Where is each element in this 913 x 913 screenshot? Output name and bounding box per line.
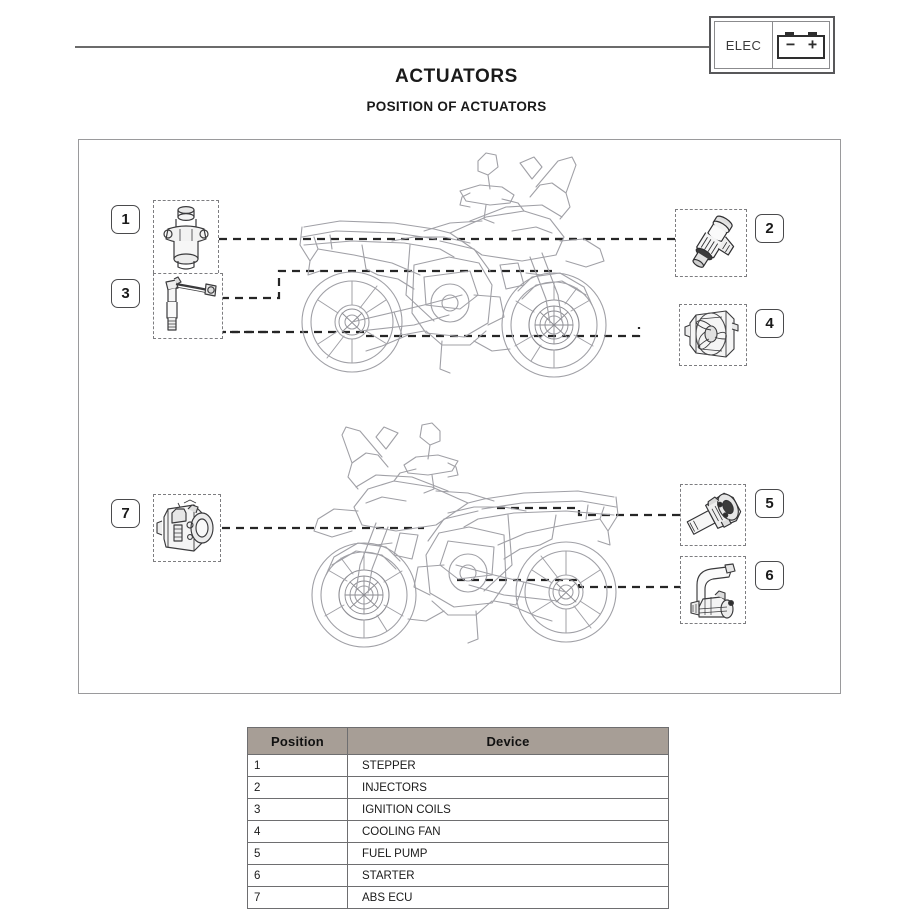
motorcycle-lower-view — [284, 415, 644, 665]
battery-icon — [773, 22, 829, 68]
actuator-device-table — [247, 727, 669, 909]
cell-position: 2 — [248, 777, 348, 799]
cell-position: 3 — [248, 799, 348, 821]
part-thumbnail-starter — [680, 556, 746, 624]
column-header-device: Device — [348, 728, 669, 755]
table-row — [248, 843, 669, 865]
cell-position: 6 — [248, 865, 348, 887]
part-thumbnail-ignition-coils — [153, 273, 223, 339]
table-row — [248, 821, 669, 843]
table-row — [248, 777, 669, 799]
table-row — [248, 887, 669, 909]
part-thumbnail-cooling-fan — [679, 304, 747, 366]
callout-badge-3: 3 — [111, 279, 140, 308]
cell-device: INJECTORS — [348, 777, 669, 799]
page-subtitle: POSITION OF ACTUATORS — [366, 99, 547, 114]
callout-badge-6: 6 — [755, 561, 784, 590]
table-row — [248, 865, 669, 887]
part-thumbnail-injectors — [675, 209, 747, 277]
cell-position: 5 — [248, 843, 348, 865]
callout-badge-4: 4 — [755, 309, 784, 338]
part-thumbnail-abs-ecu — [153, 494, 221, 562]
motorcycle-upper-view — [274, 145, 634, 395]
cell-device: STEPPER — [348, 755, 669, 777]
table-row — [248, 799, 669, 821]
cell-position: 4 — [248, 821, 348, 843]
callout-badge-7: 7 — [111, 499, 140, 528]
elec-section-tag-inner — [714, 21, 830, 69]
page-title: ACTUATORS — [395, 66, 518, 87]
callout-badge-5: 5 — [755, 489, 784, 518]
callout-badge-1: 1 — [111, 205, 140, 234]
callout-badge-2: 2 — [755, 214, 784, 243]
cell-device: IGNITION COILS — [348, 799, 669, 821]
cell-device: STARTER — [348, 865, 669, 887]
table-header-row — [248, 728, 669, 755]
position-of-actuators-diagram — [78, 139, 841, 694]
cell-device: ABS ECU — [348, 887, 669, 909]
cell-device: COOLING FAN — [348, 821, 669, 843]
cell-position: 1 — [248, 755, 348, 777]
cell-device: FUEL PUMP — [348, 843, 669, 865]
cell-position: 7 — [248, 887, 348, 909]
column-header-position: Position — [248, 728, 348, 755]
elec-section-label: ELEC — [715, 22, 773, 68]
table-row — [248, 755, 669, 777]
part-thumbnail-fuel-pump — [680, 484, 746, 546]
header-rule — [75, 46, 711, 48]
part-thumbnail-stepper — [153, 200, 219, 278]
